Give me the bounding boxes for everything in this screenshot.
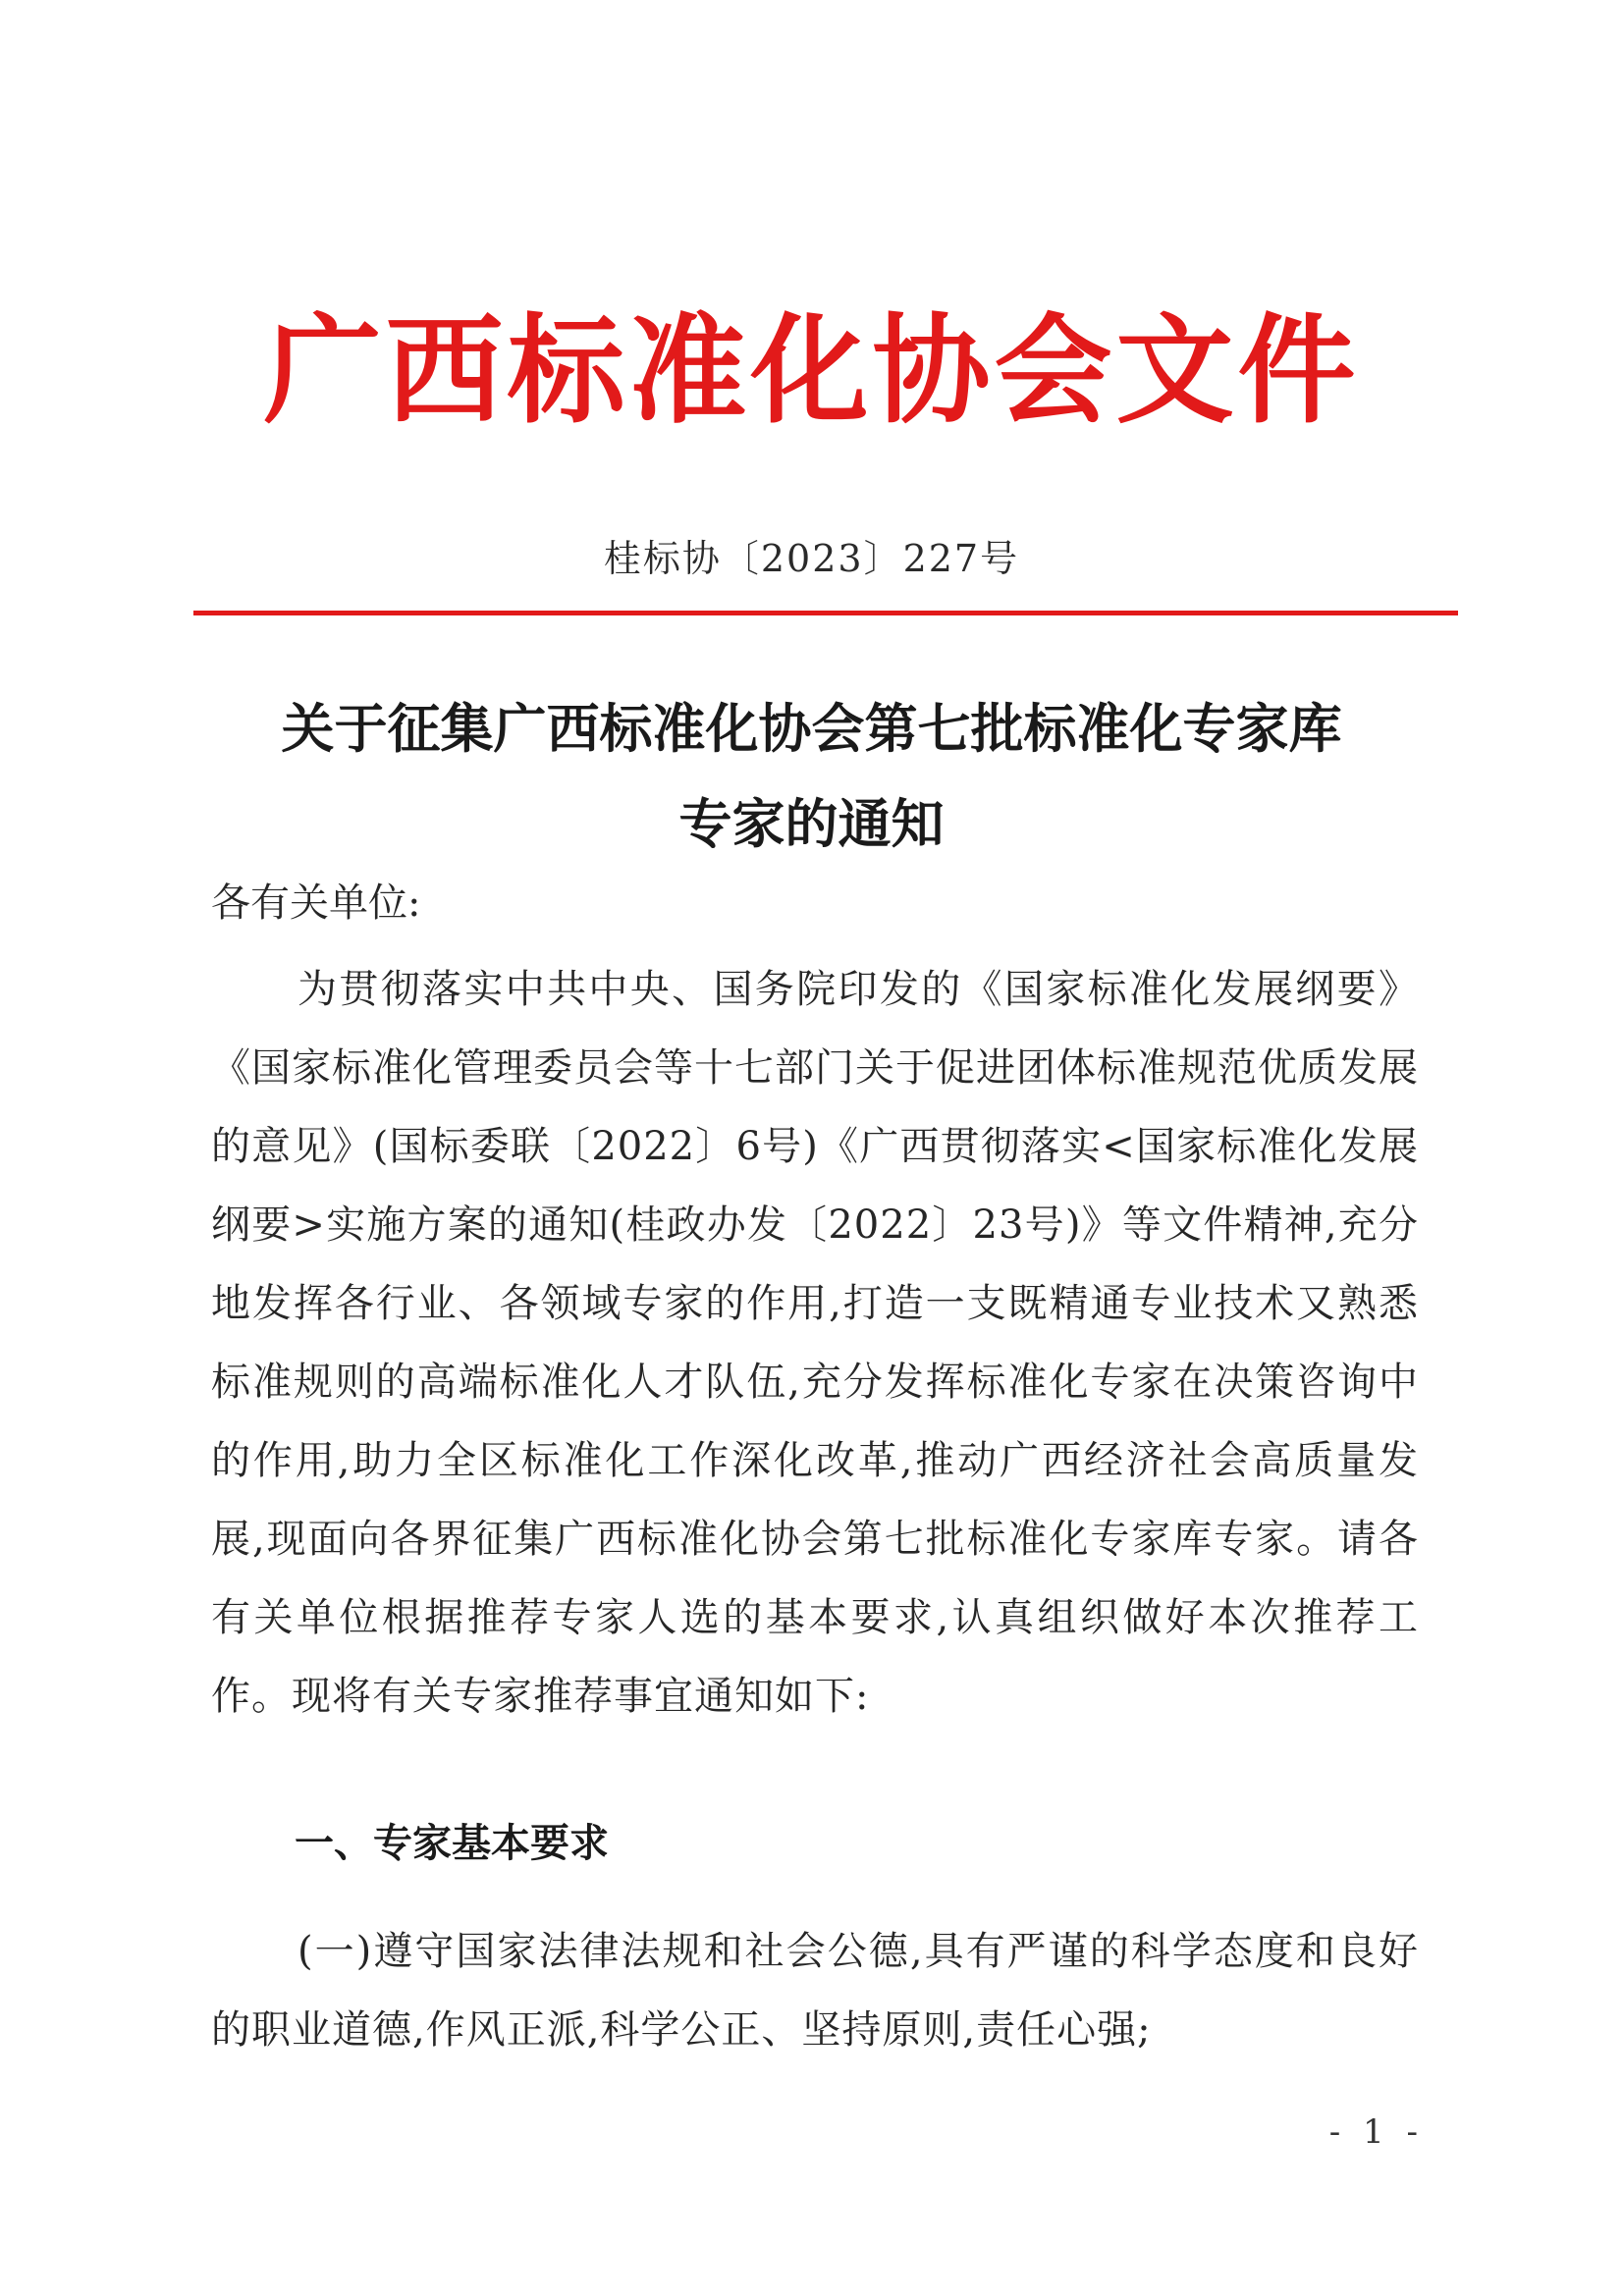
masthead-title: 广西标准化协会文件	[263, 301, 1360, 440]
document-number: 桂标协〔2023〕227号	[603, 537, 1020, 580]
page-number: - 1 -	[1328, 2112, 1424, 2152]
notice-title-line-1: 关于征集广西标准化协会第七批标准化专家库	[281, 698, 1342, 760]
red-divider-line	[193, 611, 1458, 615]
body-paragraph-2: (一)遵守国家法律法规和社会公德,具有严谨的科学态度和良好的职业道德,作风正派,科学公正、坚持原则,责任心强;	[211, 1929, 1419, 2053]
section-heading-1: 一、专家基本要求	[295, 1821, 609, 1866]
salutation: 各有关单位:	[211, 881, 421, 926]
notice-title-line-2: 专家的通知	[678, 793, 945, 855]
body-paragraph-1: 为贯彻落实中共中央、国务院印发的《国家标准化发展纲要》《国家标准化管理委员会等十七部门关于促进团体标准规范优质发展的意见》(国标委联〔2022〕6号)《广西贯彻落实<国家标准化发展纲要>实施方案的通知(桂政办发〔2022〕23号)》等文件精神,充分地发挥各行业、各领域专家的作用,打造一支既精通专业技术又熟悉标准规则的高端标准化人才队伍,充分发挥标准化专家在决策咨询中的作用,助力全区标准化工作深化改革,推动广西经济社会高质量发展,现面向各界征集广西标准化协会第七批标准化专家库专家。请各有关单位根据推荐专家人选的基本要求,认真组织做好本次推荐工作。现将有关专家推荐事宜通知如下:	[211, 967, 1419, 1719]
